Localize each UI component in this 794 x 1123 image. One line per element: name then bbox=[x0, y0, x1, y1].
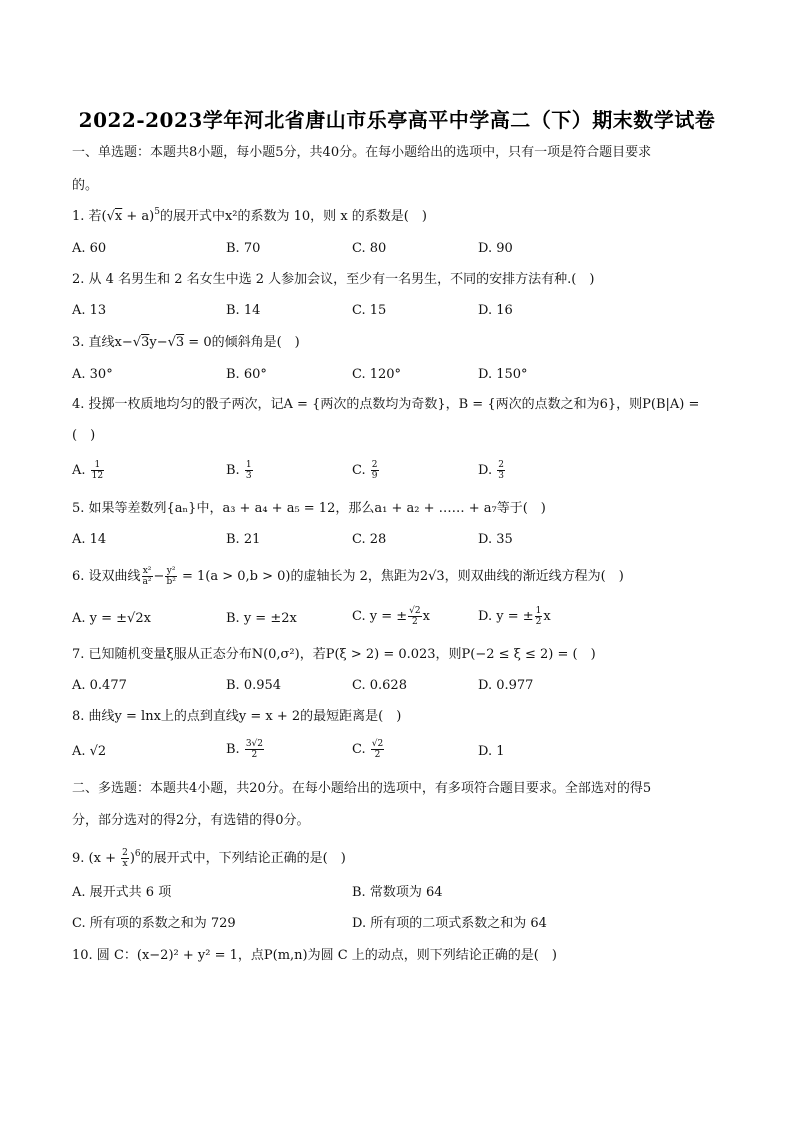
sqrt-x: √x bbox=[106, 209, 123, 224]
q1-option-b[interactable]: B. 70 bbox=[226, 241, 261, 256]
fraction: $\frac{1}{2}$ bbox=[535, 606, 542, 627]
q8-option-d[interactable]: D. 1 bbox=[478, 744, 505, 759]
q8-option-b[interactable]: B. $\frac{3√2}{2}$ bbox=[226, 739, 264, 760]
q7-option-b[interactable]: B. 0.954 bbox=[226, 678, 282, 693]
q6-option-c[interactable]: C. y = ± $\frac{√2}{2}$ x bbox=[352, 606, 430, 627]
fraction: $\frac{√2}{2}$ bbox=[409, 606, 421, 627]
fraction: $\frac{2}{3}$ bbox=[498, 460, 504, 481]
q3-option-c[interactable]: C. 120° bbox=[352, 367, 402, 382]
question-7-stem: 7. 已知随机变量ξ服从正态分布N(0,σ²)，若P(ξ > 2) = 0.023，则P(−2 ≤ ξ ≤ 2) = ( ) bbox=[72, 647, 596, 662]
question-4-stem: 4. 投掷一枚质地均匀的骰子两次，记A = {两次的点数均为奇数}，B = {两次的点数之和为6}，则P(B|A) = bbox=[72, 397, 700, 412]
q1-option-a[interactable]: A. 60 bbox=[72, 241, 107, 256]
question-5-stem: 5. 如果等差数列{aₙ}中，a₃ + a₄ + a₅ = 12，那么a₁ + a₂ + …… + a₇等于( ) bbox=[72, 501, 546, 516]
question-9-stem: 9. (x + $\frac{2}{x}$ )$^6$的展开式中，下列结论正确的是( ) bbox=[72, 848, 346, 869]
q4-option-d[interactable]: D. $\frac{2}{3}$ bbox=[478, 460, 504, 481]
fraction: $\frac{2}{x}$ bbox=[122, 848, 128, 869]
q3-option-b[interactable]: B. 60° bbox=[226, 367, 267, 382]
question-6-stem: 6. 设双曲线 $\frac{\text{x²}}{\text{a²}}$ − $\frac{\text{y²}}{\text{b²}}$ = 1(a > 0,b > 0)的虚轴长为 2，焦距为2√3，则双曲线的渐近线方程为( ) bbox=[72, 566, 624, 587]
page-title: 2022-2023学年河北省唐山市乐亭高平中学高二（下）期末数学试卷 bbox=[78, 108, 716, 132]
q7-option-d[interactable]: D. 0.977 bbox=[478, 678, 534, 693]
q6-option-d[interactable]: D. y = ± $\frac{1}{2}$ x bbox=[478, 606, 551, 627]
fraction: $\frac{1}{12}$ bbox=[91, 460, 104, 481]
q2-option-d[interactable]: D. 16 bbox=[478, 303, 513, 318]
q4-option-c[interactable]: C. $\frac{2}{9}$ bbox=[352, 460, 378, 481]
q5-option-a[interactable]: A. 14 bbox=[72, 532, 107, 547]
section1-heading-line1: 一、单选题：本题共8小题，每小题5分，共40分。在每小题给出的选项中，只有一项是符合题目要求 bbox=[72, 145, 652, 160]
q9-option-a[interactable]: A. 展开式共 6 项 bbox=[72, 885, 172, 900]
q3-option-d[interactable]: D. 150° bbox=[478, 367, 528, 382]
q4-option-b[interactable]: B. $\frac{1}{3}$ bbox=[226, 460, 252, 481]
q8-option-a[interactable]: A. √2 bbox=[72, 744, 107, 759]
section1-heading-line2: 的。 bbox=[72, 178, 99, 193]
q7-option-c[interactable]: C. 0.628 bbox=[352, 678, 407, 693]
question-1-stem: 1. 若$(√x + a)^5$的展开式中x²的系数为 10，则 x 的系数是( ) bbox=[72, 207, 427, 224]
q2-option-b[interactable]: B. 14 bbox=[226, 303, 261, 318]
q7-option-a[interactable]: A. 0.477 bbox=[72, 678, 127, 693]
q5-option-c[interactable]: C. 28 bbox=[352, 532, 387, 547]
q6-option-b[interactable]: B. y = ±2x bbox=[226, 611, 297, 626]
fraction: $\frac{2}{9}$ bbox=[371, 460, 378, 481]
question-4-stem-cont: ( ) bbox=[72, 428, 96, 443]
q9-option-b[interactable]: B. 常数项为 64 bbox=[352, 885, 443, 900]
question-2-stem: 2. 从 4 名男生和 2 名女生中选 2 人参加会议，至少有一名男生，不同的安排方法有种.( ) bbox=[72, 272, 595, 287]
q8-option-c[interactable]: C. $\frac{√2}{2}$ bbox=[352, 739, 384, 760]
q5-option-d[interactable]: D. 35 bbox=[478, 532, 513, 547]
q1-option-c[interactable]: C. 80 bbox=[352, 241, 387, 256]
question-10-stem: 10. 圆 C：(x−2)² + y² = 1，点P(m,n)为圆 C 上的动点，则下列结论正确的是( ) bbox=[72, 948, 557, 963]
q5-option-b[interactable]: B. 21 bbox=[226, 532, 261, 547]
question-8-stem: 8. 曲线y = lnx上的点到直线y = x + 2的最短距离是( ) bbox=[72, 709, 402, 724]
q9-option-d[interactable]: D. 所有项的二项式系数之和为 64 bbox=[352, 916, 547, 931]
fraction: $\frac{1}{3}$ bbox=[245, 460, 252, 481]
q1-option-d[interactable]: D. 90 bbox=[478, 241, 513, 256]
q6-option-a[interactable]: A. y = ±√2x bbox=[72, 611, 151, 626]
section2-heading-line2: 分，部分选对的得2分，有选错的得0分。 bbox=[72, 813, 310, 828]
section2-heading-line1: 二、多选题：本题共4小题，共20分。在每小题给出的选项中，有多项符合题目要求。全部选对的得5 bbox=[72, 781, 652, 796]
q4-option-a[interactable]: A. $\frac{1}{12}$ bbox=[72, 460, 104, 481]
q9-option-c[interactable]: C. 所有项的系数之和为 729 bbox=[72, 916, 236, 931]
q2-option-c[interactable]: C. 15 bbox=[352, 303, 387, 318]
fraction: $\frac{√2}{2}$ bbox=[371, 739, 384, 760]
fraction: $\frac{3√2}{2}$ bbox=[245, 739, 264, 760]
q2-option-a[interactable]: A. 13 bbox=[72, 303, 107, 318]
question-3-stem: 3. 直线x−√3y−√3 = 0的倾斜角是( ) bbox=[72, 335, 300, 350]
fraction: $\frac{\text{y²}}{\text{b²}}$ bbox=[166, 566, 176, 587]
fraction: $\frac{\text{x²}}{\text{a²}}$ bbox=[142, 566, 152, 587]
q3-option-a[interactable]: A. 30° bbox=[72, 367, 113, 382]
